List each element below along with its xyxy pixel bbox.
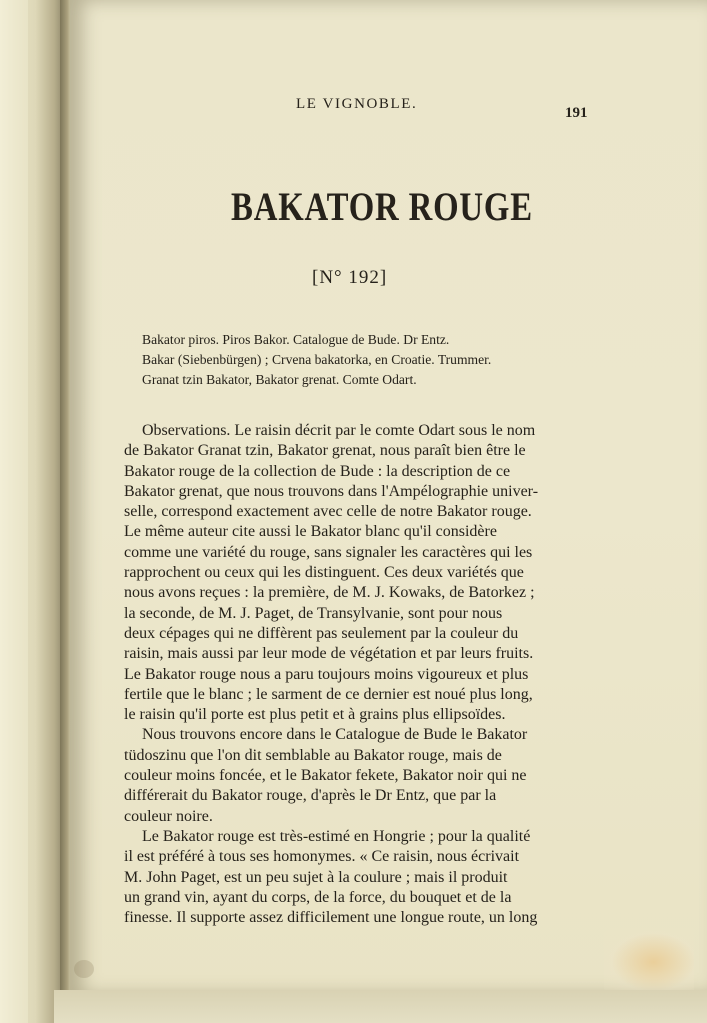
entry-number: [N° 192] bbox=[312, 267, 388, 288]
body-line: il est préféré à tous ses homonymes. « Ce raisin, nous écrivait bbox=[124, 848, 520, 866]
synonym-line: Bakator piros. Piros Bakor. Catalogue de Bude. Dr Entz. bbox=[142, 332, 450, 347]
page-bottom-edge bbox=[54, 990, 707, 1023]
body-line: tüdoszinu que l'on dit semblable au Bakator rouge, mais de bbox=[124, 746, 502, 764]
synonym-line: Granat tzin Bakator, Bakator grenat. Comte Odart. bbox=[142, 372, 417, 387]
body-line: un grand vin, ayant du corps, de la force, du bouquet et de la bbox=[124, 888, 512, 906]
body-line: M. John Paget, est un peu sujet à la coulure ; mais il produit bbox=[124, 868, 508, 886]
page-title: BAKATOR ROUGE bbox=[231, 184, 533, 229]
body-line: différerait du Bakator rouge, d'après le Dr Entz, que par la bbox=[124, 787, 497, 805]
facing-page-margin bbox=[0, 0, 28, 1023]
body-line: Nous trouvons encore dans le Catalogue de Bude le Bakator bbox=[142, 726, 528, 744]
body-line: Bakator grenat, que nous trouvons dans l'Ampélographie univer- bbox=[124, 482, 539, 500]
body-line: deux cépages qui ne diffèrent pas seulement par la couleur du bbox=[124, 624, 519, 642]
body-line: couleur noire. bbox=[124, 807, 213, 825]
page-number: 191 bbox=[565, 105, 588, 121]
body-line: nous avons reçues : la première, de M. J. Kowaks, de Batorkez ; bbox=[124, 584, 535, 602]
body-line: Observations. Le raisin décrit par le comte Odart sous le nom bbox=[142, 422, 536, 439]
body-line: finesse. Il supporte assez difficilement une longue route, un long bbox=[124, 909, 538, 927]
body-text bbox=[124, 421, 584, 928]
paper-stain bbox=[74, 960, 94, 978]
body-line: Bakator rouge de la collection de Bude : la description de ce bbox=[124, 462, 511, 480]
body-line: couleur moins foncée, et le Bakator fekete, Bakator noir qui ne bbox=[124, 767, 527, 785]
body-line: la seconde, de M. J. Paget, de Transylvanie, sont pour nous bbox=[124, 604, 503, 622]
body-line: le raisin qu'il porte est plus petit et à grains plus ellipsoïdes. bbox=[124, 706, 506, 724]
body-line: raisin, mais aussi par leur mode de végétation et par leurs fruits. bbox=[124, 645, 534, 663]
body-line: de Bakator Granat tzin, Bakator grenat, nous paraît bien être le bbox=[124, 442, 526, 460]
corner-watermark-image bbox=[604, 928, 694, 990]
body-line: selle, correspond exactement avec celle de notre Bakator rouge. bbox=[124, 503, 532, 521]
synonym-line: Bakar (Siebenbürgen) ; Crvena bakatorka, en Croatie. Trummer. bbox=[142, 352, 492, 367]
body-line: fertile que le blanc ; le sarment de ce dernier est noué plus long, bbox=[124, 685, 533, 703]
body-line: Le Bakator rouge est très-estimé en Hongrie ; pour la qualité bbox=[142, 827, 531, 845]
body-line: Le même auteur cite aussi le Bakator blanc qu'il considère bbox=[124, 523, 497, 541]
body-line: comme une variété du rouge, sans signaler les caractères qui les bbox=[124, 543, 533, 561]
running-head: LE VIGNOBLE. bbox=[296, 96, 418, 112]
body-line: rapprochent ou ceux qui les distinguent. Ces deux variétés que bbox=[124, 564, 524, 582]
body-line: Le Bakator rouge nous a paru toujours moins vigoureux et plus bbox=[124, 665, 529, 683]
synonym-list bbox=[142, 330, 547, 390]
